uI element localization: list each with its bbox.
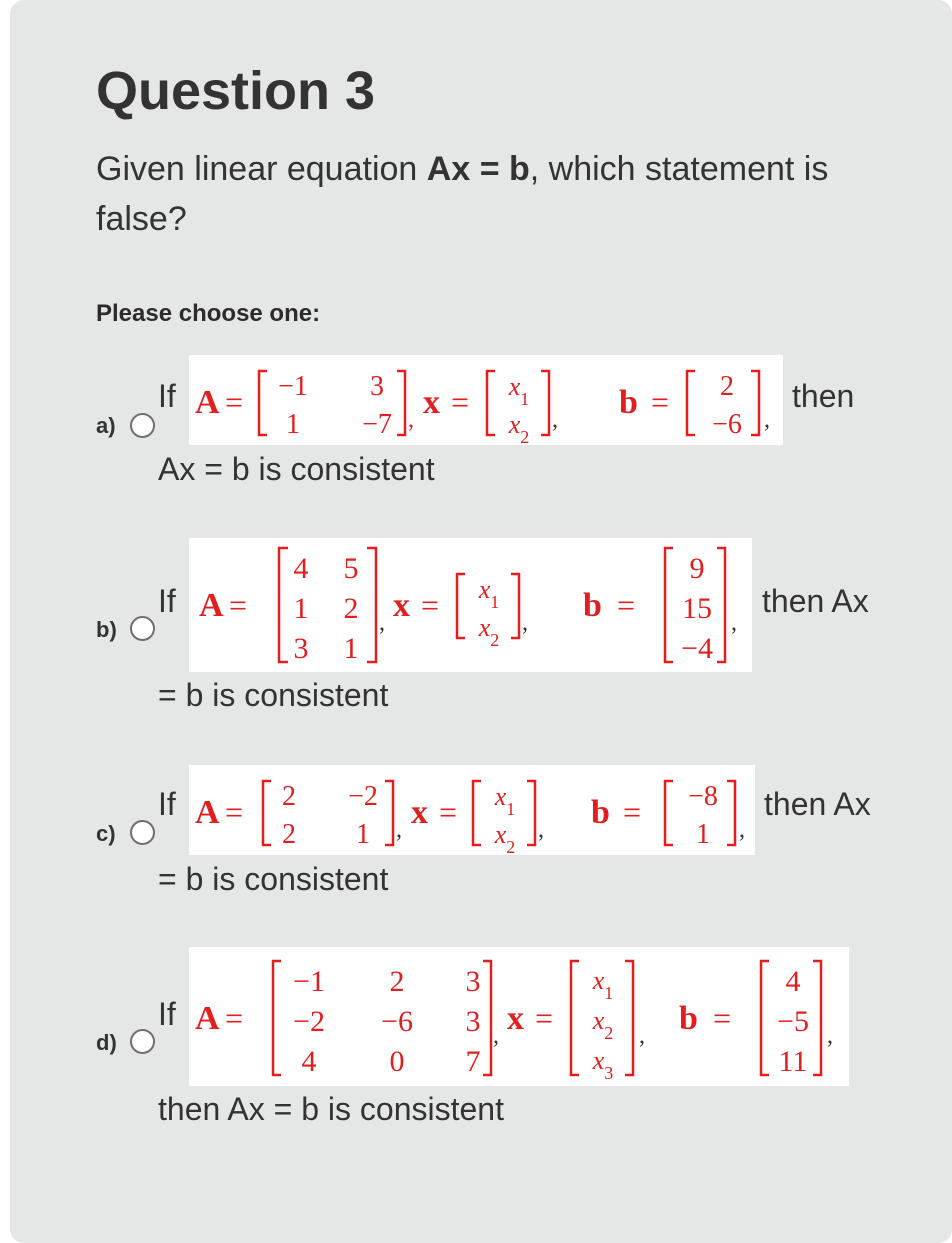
question-text (96, 144, 896, 244)
svg-text:,: , (764, 407, 770, 433)
svg-text:=: = (225, 794, 244, 830)
matrix-cell: 1 (356, 819, 370, 850)
option-if-label: If (158, 583, 176, 619)
option-if-label: If (158, 996, 176, 1032)
option-second-line: = b is consistent (158, 677, 389, 713)
matrix-A-right-bracket (397, 371, 405, 435)
matrix-cell: 3 (465, 965, 481, 998)
question-suffix: , which statement is false? (96, 150, 829, 238)
vector-b-label: b (619, 384, 638, 421)
vector-cell: $x_3$ (592, 1046, 614, 1083)
vector-cell: 11 (778, 1045, 808, 1078)
svg-text:,: , (522, 610, 528, 636)
svg-text:=: = (617, 587, 636, 623)
option-letter: a) (96, 413, 116, 438)
matrix-cell: −2 (348, 781, 378, 812)
svg-text:,: , (739, 817, 745, 843)
option-second-line: then Ax = b is consistent (158, 1091, 504, 1127)
svg-text:=: = (229, 587, 248, 623)
matrix-cell: 2 (389, 965, 405, 998)
matrix-cell: 2 (282, 819, 296, 850)
vector-cell: $x_2$ (478, 613, 500, 650)
svg-text:,: , (731, 610, 737, 636)
matrix-cell: 3 (293, 632, 309, 665)
matrix-cell: −1 (293, 965, 325, 998)
vector-cell: −4 (681, 632, 713, 665)
svg-text:b: b (679, 1000, 698, 1037)
radio-button-c[interactable] (130, 820, 155, 845)
svg-text:=: = (535, 1000, 554, 1036)
vector-cell: 9 (689, 552, 705, 585)
svg-text:b: b (583, 587, 602, 624)
matrix-cell: −1 (278, 371, 308, 402)
matrix-cell: 4 (293, 552, 309, 585)
vector-cell: $x_1$ (478, 575, 500, 612)
vector-cell: 4 (785, 965, 801, 998)
svg-text:x: x (411, 794, 428, 831)
vector-cell: 2 (720, 371, 734, 402)
radio-button-d[interactable] (130, 1029, 155, 1054)
vector-cell: $x_1$ (508, 372, 530, 409)
question-equation: Ax = b (426, 150, 530, 188)
option-after-text: then Ax (764, 786, 871, 822)
option-letter: c) (96, 821, 116, 846)
option-second-line: Ax = b is consistent (158, 451, 435, 487)
matrix-cell: 1 (293, 592, 309, 625)
matrix-A-label: A (195, 384, 220, 421)
vector-cell: −8 (688, 781, 718, 812)
vector-cell: −5 (777, 1005, 809, 1038)
svg-text:A: A (199, 587, 224, 624)
matrix-cell: 2 (282, 781, 296, 812)
radio-button-a[interactable] (130, 413, 155, 438)
svg-text:,: , (408, 407, 414, 433)
matrix-A-left-bracket (259, 371, 267, 435)
vector-x-label: x (423, 384, 440, 421)
vector-cell: $x_1$ (592, 966, 614, 1003)
radio-button-b[interactable] (130, 616, 155, 641)
vector-cell: 1 (696, 819, 710, 850)
question-prefix: Given linear equation (96, 150, 427, 188)
svg-text:=: = (439, 794, 458, 830)
vector-cell: $x_2$ (592, 1006, 614, 1043)
choose-prompt: Please choose one: (96, 300, 321, 327)
matrix-cell: 5 (343, 552, 359, 585)
vector-cell: 15 (682, 592, 712, 625)
option-a-equation-image (189, 355, 783, 445)
option-second-line: = b is consistent (158, 861, 389, 897)
question-title: Question 3 (96, 61, 376, 121)
vector-cell: $x_2$ (494, 820, 516, 855)
svg-text:,: , (827, 1023, 833, 1049)
svg-text:b: b (591, 794, 610, 831)
matrix-cell: 1 (343, 632, 359, 665)
option-if-label: If (158, 378, 176, 414)
matrix-cell: 0 (389, 1045, 405, 1078)
option-d-equation-image (189, 947, 849, 1086)
option-letter: b) (96, 617, 117, 642)
matrix-cell: 3 (465, 1005, 481, 1038)
option-letter: d) (96, 1030, 117, 1055)
svg-text:=: = (225, 384, 244, 420)
matrix-cell: −2 (293, 1005, 325, 1038)
svg-text:,: , (379, 610, 385, 636)
matrix-cell: 1 (286, 409, 300, 440)
matrix-cell: 3 (370, 371, 384, 402)
vector-cell: $x_1$ (494, 782, 516, 819)
svg-text:,: , (538, 817, 544, 843)
option-if-label: If (158, 786, 176, 822)
matrix-cell: 2 (343, 592, 359, 625)
svg-text:x: x (393, 587, 410, 624)
svg-text:,: , (639, 1023, 645, 1049)
svg-text:=: = (225, 1000, 244, 1036)
matrix-cell: −6 (381, 1005, 413, 1038)
vector-cell: $x_2$ (508, 410, 530, 445)
svg-text:A: A (195, 1000, 220, 1037)
option-after-text: then (792, 378, 855, 414)
svg-text:=: = (451, 384, 470, 420)
svg-text:,: , (552, 407, 558, 433)
svg-text:=: = (623, 794, 642, 830)
vector-cell: −6 (712, 409, 742, 440)
svg-text:A: A (195, 794, 220, 831)
matrix-cell: −7 (362, 409, 392, 440)
svg-text:,: , (396, 817, 402, 843)
svg-text:x: x (507, 1000, 524, 1037)
svg-text:=: = (651, 384, 670, 420)
matrix-cell: 7 (465, 1045, 481, 1078)
option-c-equation-image (189, 765, 755, 855)
svg-text:=: = (713, 1000, 732, 1036)
svg-text:,: , (493, 1023, 499, 1049)
option-after-text: then Ax (762, 583, 869, 619)
svg-text:=: = (421, 587, 440, 623)
option-b-equation-image (189, 538, 752, 672)
matrix-cell: 4 (301, 1045, 317, 1078)
